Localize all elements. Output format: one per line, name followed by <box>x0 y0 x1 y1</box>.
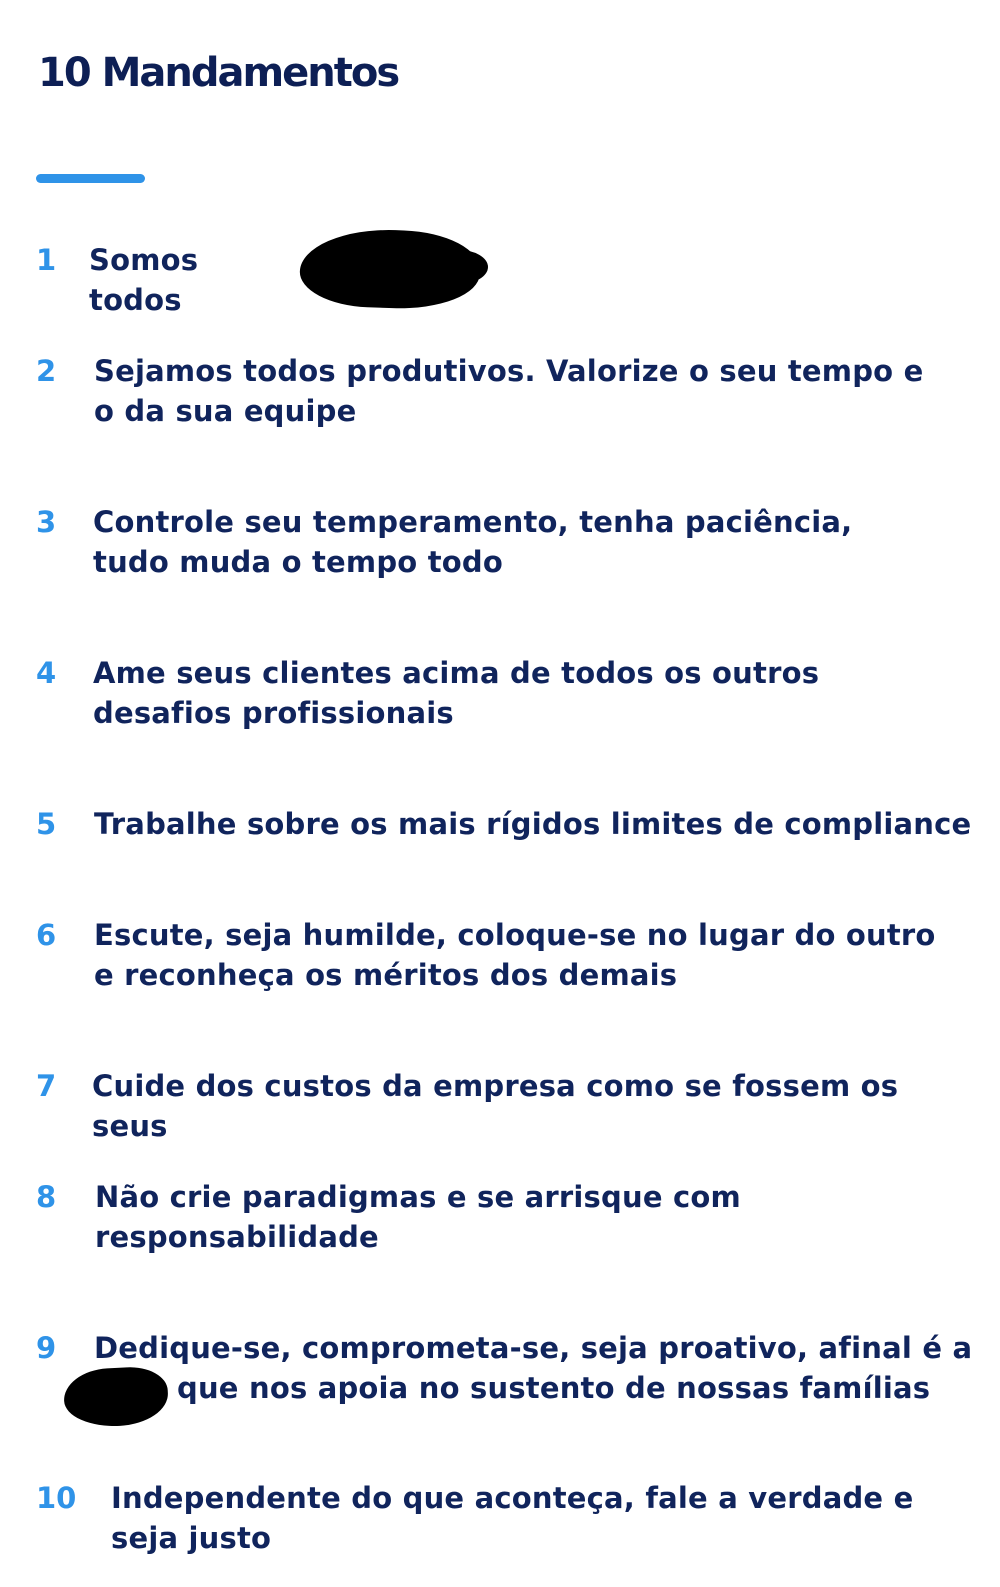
item-number: 3 <box>36 505 57 539</box>
item-number: 1 <box>36 243 57 277</box>
item-text: Ame seus clientes acima de todos os outros desafios profissionais <box>93 656 820 730</box>
item-text-line-2: que nos apoia no sustento de nossas famílias <box>177 1371 931 1405</box>
item-text: Independente do que aconteça, fale a verdade e seja justo <box>111 1481 914 1555</box>
item-number: 7 <box>36 1069 57 1103</box>
item-number: 9 <box>36 1331 57 1365</box>
item-number: 5 <box>36 807 57 841</box>
redaction-mark <box>63 1365 170 1428</box>
item-number: 2 <box>36 354 57 388</box>
item-text: Escute, seja humilde, coloque-se no lugar do outro e reconheça os méritos dos demais <box>94 918 936 992</box>
item-text: Trabalhe sobre os mais rígidos limites de compliance <box>94 807 972 841</box>
item-text: Não crie paradigmas e se arrisque com responsabilidade <box>95 1180 741 1254</box>
redaction-mark <box>430 250 488 284</box>
item-text: Cuide dos custos da empresa como se fossem os seus <box>92 1069 899 1143</box>
item-text: Sejamos todos produtivos. Valorize o seu tempo e o da sua equipe <box>94 354 924 428</box>
item-number: 4 <box>36 656 57 690</box>
item-number: 6 <box>36 918 57 952</box>
title-underline <box>36 174 145 183</box>
item-number: 10 <box>36 1481 77 1515</box>
page-title: 10 Mandamentos <box>38 50 399 96</box>
item-text: Somos todos <box>89 243 199 317</box>
item-text-line-1: Dedique-se, comprometa-se, seja proativo, afinal é a <box>94 1331 973 1365</box>
item-text: Controle seu temperamento, tenha paciência, tudo muda o tempo todo <box>93 505 853 579</box>
item-number: 8 <box>36 1180 57 1214</box>
